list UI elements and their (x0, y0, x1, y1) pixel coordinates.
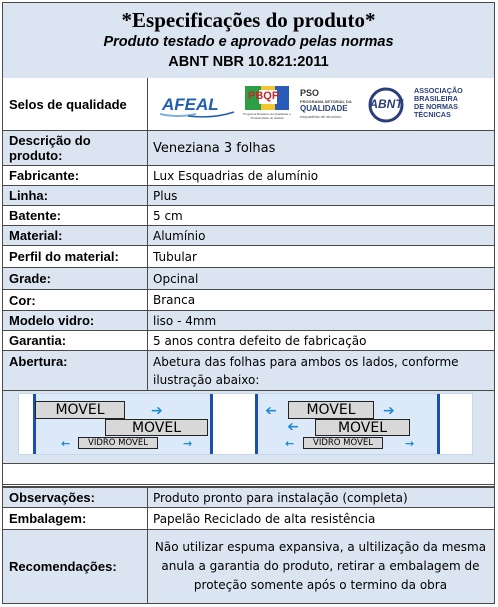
opening-diagram (18, 393, 473, 455)
quality-seals-logos (148, 78, 494, 130)
spec-value: Veneziana 3 folhas (153, 140, 276, 156)
spec-value: Produto pronto para instalação (completa) (153, 490, 408, 505)
spec-row-perfil (3, 246, 494, 268)
window-illustration-left (33, 394, 213, 454)
spec-row-cor (3, 290, 494, 311)
spec-row-garantia (3, 331, 494, 351)
spec-row-descricao (3, 131, 494, 166)
spec-row-modelo-vidro (3, 311, 494, 331)
spec-subtitle: Produto testado e aprovado pelas normas (103, 34, 394, 50)
afeal-text: AFEAL (162, 95, 219, 114)
pbqp-text: PBQP (248, 90, 280, 102)
abnt-caption (414, 87, 463, 119)
spec-value: Opcinal (153, 271, 199, 286)
spacer-row (3, 463, 494, 485)
spec-label: Fabricante: (3, 166, 148, 185)
arrow-left-icon: ➔ (265, 403, 277, 419)
spec-label: Grade: (3, 268, 148, 289)
afeal-logo (158, 95, 236, 119)
spec-title: *Especificações do produto* (121, 8, 376, 32)
spec-row-batente (3, 206, 494, 226)
spec-row-abertura (3, 351, 494, 391)
quality-seals-row (3, 78, 494, 131)
spec-label: Perfil do material: (3, 246, 148, 267)
spec-row-fabricante (3, 166, 494, 186)
spec-label: Recomendações: (3, 530, 148, 603)
spec-label: Linha: (3, 186, 148, 205)
spec-value: Lux Esquadrias de alumínio (153, 168, 319, 183)
pso-logo (298, 86, 360, 124)
spec-value: liso - 4mm (153, 313, 217, 328)
spec-standard: ABNT NBR 10.821:2011 (168, 54, 329, 70)
arrow-right-small-icon: → (183, 437, 193, 450)
pso-title: PSO (300, 88, 320, 98)
spec-value: Alumínio (153, 228, 206, 243)
spec-value: Tubular (153, 249, 197, 264)
window-frame-left (255, 394, 258, 454)
arrow-right-small-icon: → (405, 437, 415, 450)
spec-row-material (3, 226, 494, 246)
arrow-left-small-icon: ← (285, 437, 295, 450)
glass-leaf: VIDRO MOVEL (78, 437, 158, 449)
pso-caption: PROGRAMA SETORIAL DA (300, 99, 352, 104)
sliding-leaf-top: MOVEL (288, 401, 374, 419)
pso-sub: esquadrias de alumínio (300, 114, 342, 119)
spec-value: Papelão Reciclado de alta resistência (153, 511, 376, 526)
spec-label: Cor: (3, 290, 148, 310)
glass-leaf: VIDRO MOVEL (303, 437, 383, 449)
window-frame-right (437, 394, 440, 454)
spec-row-embalagem (3, 508, 494, 530)
abnt-caption-line: TÉCNICAS (414, 110, 451, 119)
pbqp-caption: Programa Brasileiro da Qualidade e Produtividade do Habitat (243, 112, 291, 120)
spec-header (3, 3, 494, 79)
spec-label: Abertura: (3, 351, 148, 390)
product-spec-sheet (2, 2, 495, 604)
spec-label: Modelo vidro: (3, 311, 148, 330)
sliding-leaf-middle: MOVEL (315, 419, 410, 436)
abnt-logo (364, 87, 488, 123)
pbqp-logo (242, 84, 292, 124)
spec-label: Garantia: (3, 331, 148, 350)
spec-label: Batente: (3, 206, 148, 225)
quality-seals-label: Selos de qualidade (3, 78, 148, 130)
arrow-right-icon: ➔ (383, 403, 395, 419)
spec-value: Não utilizar espuma expansiva, a ultilização da mesma anula a garantia do produto, retirar a embalagem de proteção somente após o termino da obra (154, 540, 487, 592)
spec-value: Branca (153, 293, 196, 307)
spec-row-recomendacoes (3, 530, 494, 603)
spec-value: 5 cm (153, 208, 183, 223)
arrow-left-icon: ← (61, 437, 71, 450)
spec-value: Plus (153, 188, 178, 203)
spec-row-observacoes (3, 487, 494, 508)
spec-row-linha (3, 186, 494, 206)
pso-quality: QUALIDADE (300, 104, 348, 113)
spec-label: Material: (3, 226, 148, 245)
spec-label: Observações: (3, 488, 148, 507)
spec-row-grade (3, 268, 494, 290)
abnt-caption-line: DE NORMAS (414, 102, 458, 111)
arrow-right-icon: ➔ (151, 403, 163, 419)
window-illustration-right (255, 394, 440, 454)
window-frame-right (210, 394, 213, 454)
abnt-caption-line: BRASILEIRA (414, 94, 458, 103)
spec-value: 5 anos contra defeito de fabricação (153, 333, 367, 348)
abnt-caption-line: ASSOCIAÇÃO (414, 86, 463, 95)
abnt-text: ABNT (369, 97, 403, 111)
arrow-left-icon: ➔ (287, 419, 299, 435)
spec-label: Descrição do produto: (3, 131, 148, 165)
sliding-leaf-middle: MOVEL (105, 419, 208, 436)
sliding-leaf-top: MOVEL (35, 401, 125, 419)
spec-label: Embalagem: (3, 508, 148, 529)
spec-value: Abetura das folhas para ambos os lados, conforme ilustração abaixo: (153, 355, 459, 387)
